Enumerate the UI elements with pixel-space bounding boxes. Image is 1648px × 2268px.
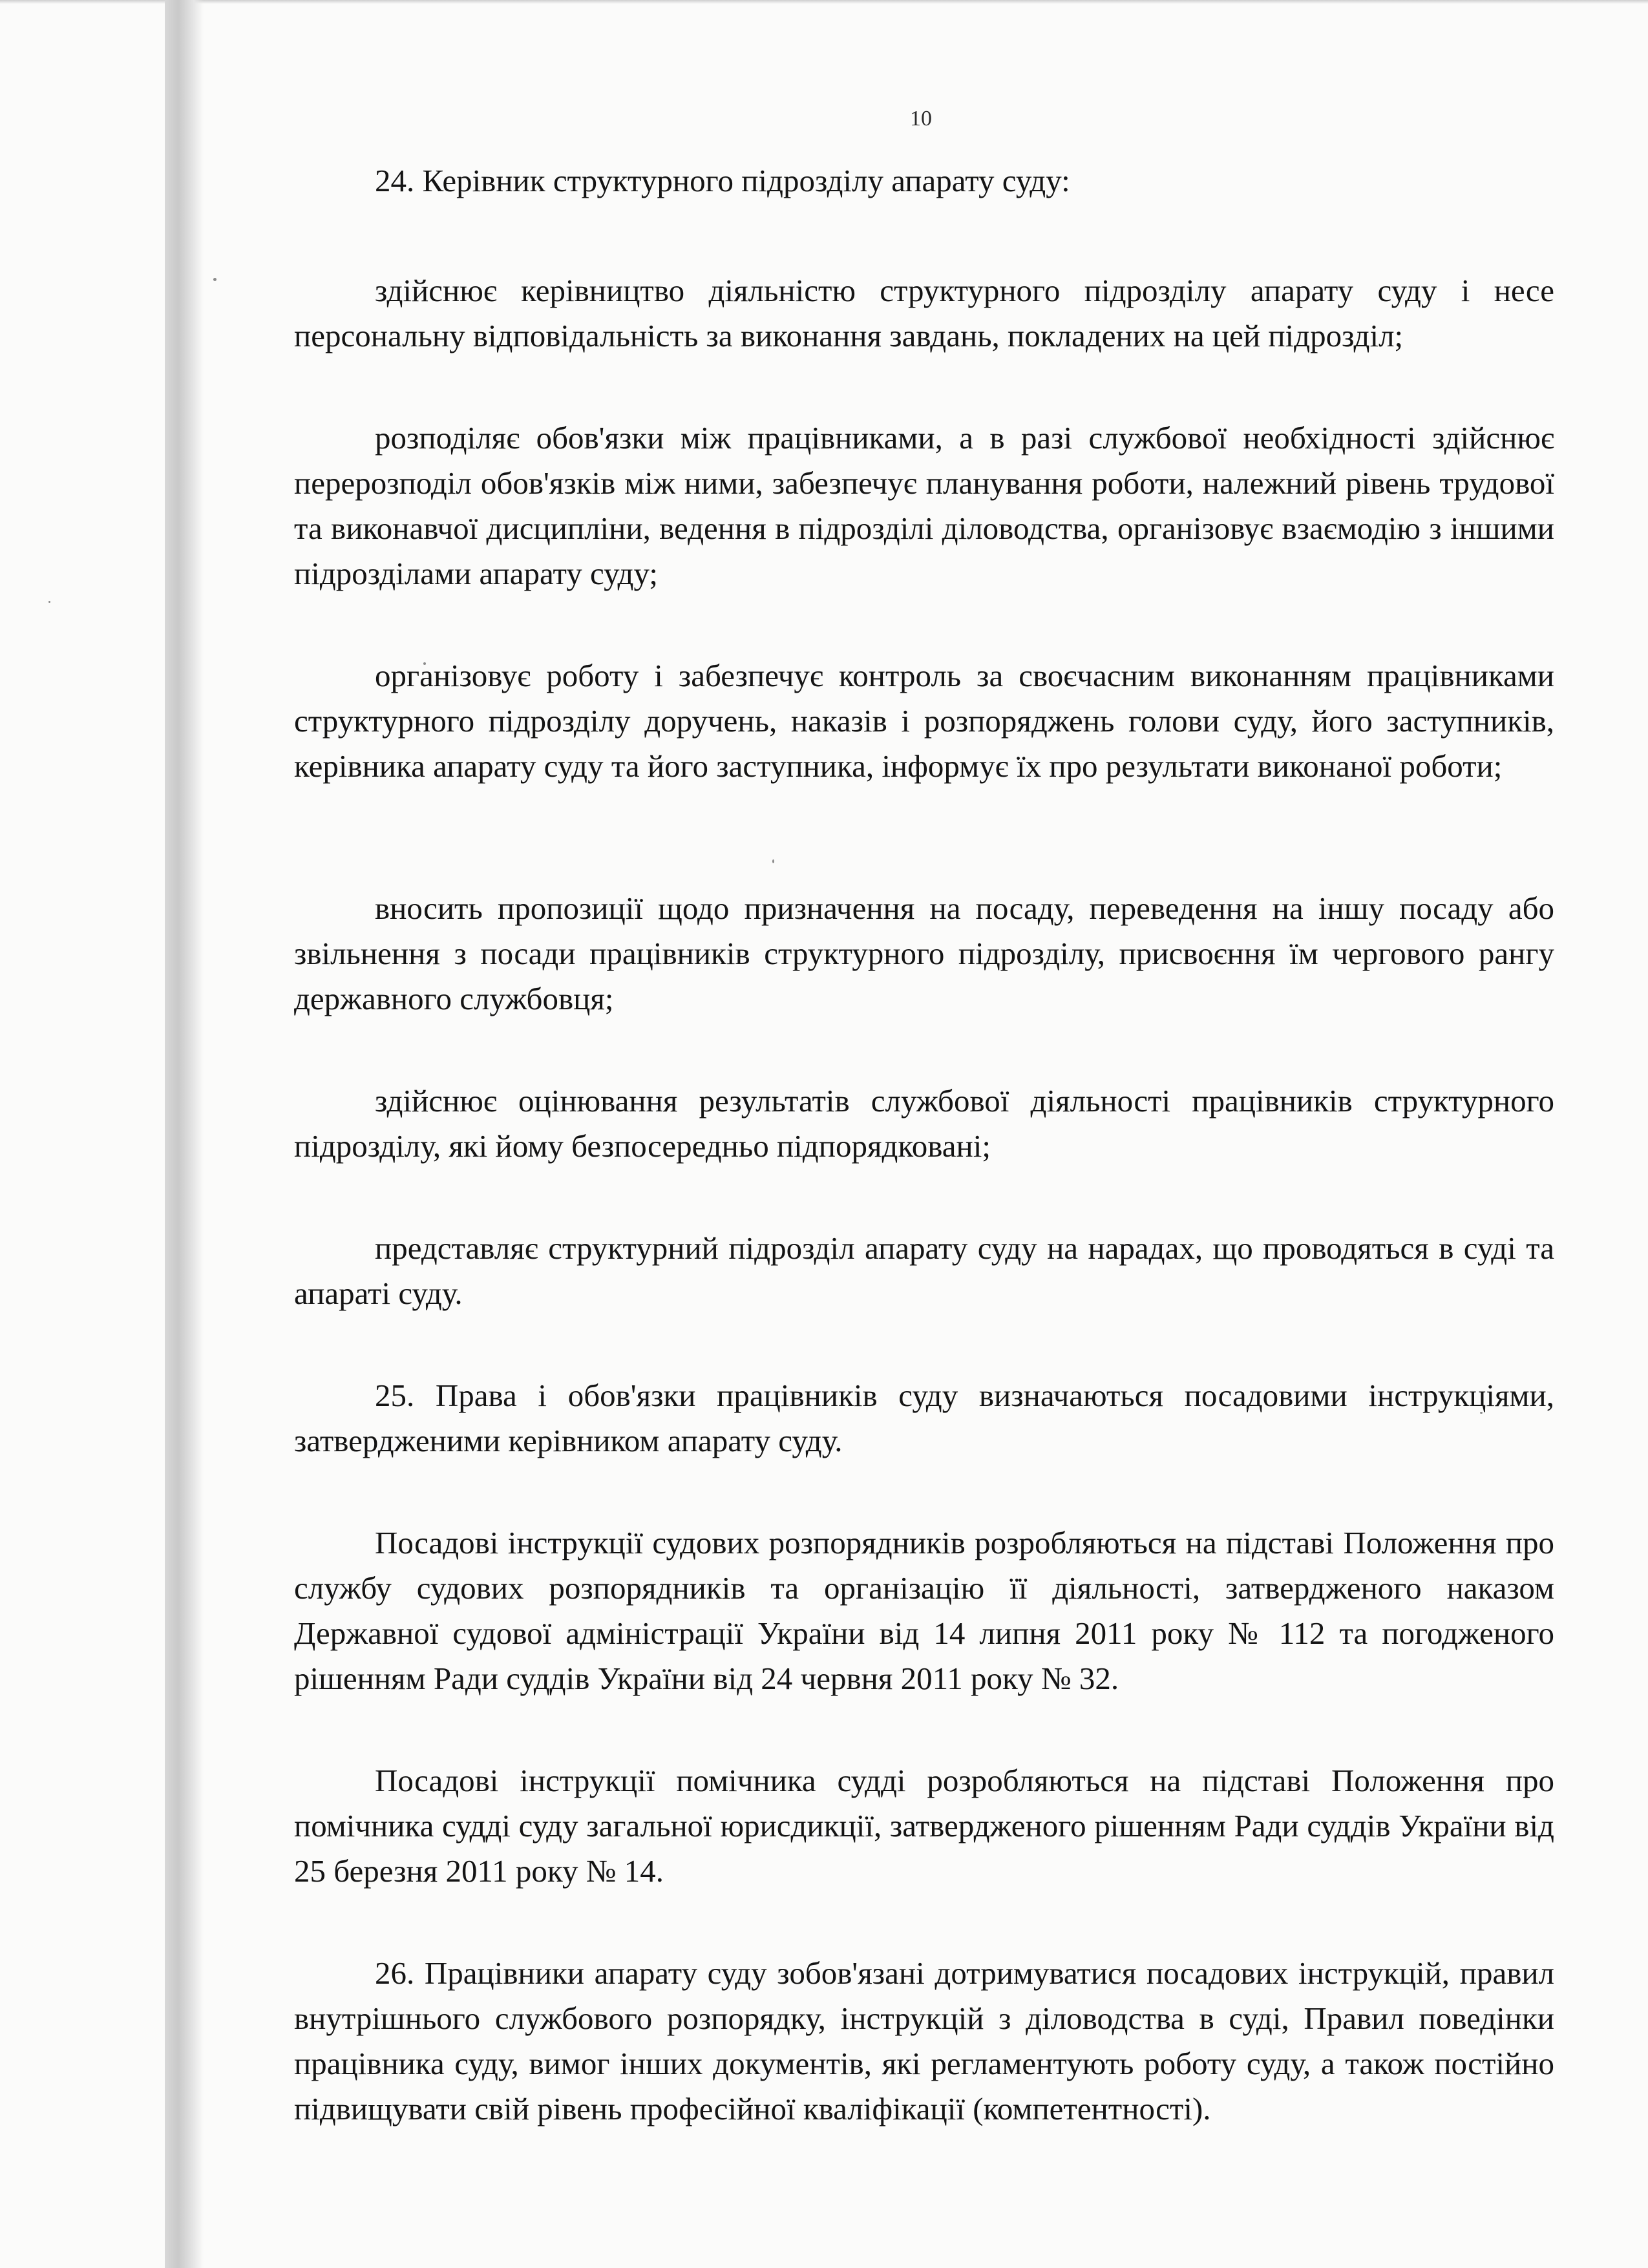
- paragraph-24-duty-distribution: розподіляє обов'язки між працівниками, а в разі службової необхідності здійснює перерозподіл обов'язків між ними, забезпечує планування роботи, належний рівень трудової та виконавчої дисципліни, ведення в підрозділі діловодства, організовує взаємодію з іншими підрозділами апарату суду;: [294, 420, 1554, 591]
- scan-speck: [213, 278, 217, 281]
- paragraph-24-duty-management: здійснює керівництво діяльністю структурного підрозділу апарату суду і несе персональну відповідальність за виконання завдань, покладених на цей підрозділ;: [294, 273, 1554, 353]
- scan-binding-shadow: [165, 0, 204, 2268]
- paragraph-24-duty-control: організовує роботу і забезпечує контроль за своєчасним виконанням працівниками структурного підрозділу доручень, наказів і розпоряджень голови суду, його заступників, керівника апарату суду та його заступника, інформує їх про результати виконаної роботи;: [294, 658, 1554, 784]
- paragraph-25-rights: 25. Права і обов'язки працівників суду визначаються посадовими інструкціями, затвердженими керівником апарату суду.: [294, 1378, 1554, 1458]
- paragraph-24-duty-representation: представляє структурний підрозділ апарату суду на нарадах, що проводяться в суді та апараті суду.: [294, 1230, 1554, 1311]
- paragraph-24-heading: 24. Керівник структурного підрозділу апарату суду:: [375, 163, 1070, 198]
- paragraph-26-obligations: 26. Працівники апарату суду зобов'язані дотримуватися посадових інструкцій, правил внутрішнього службового розпорядку, інструкцій з діловодства в суді, Правил поведінки працівника суду, вимог інших документів, які регламентують роботу суду, а також постійно підвищувати свій рівень професійної кваліфікації (компетентності).: [294, 1955, 1554, 2126]
- document-body: [294, 158, 1554, 2189]
- scan-speck: [48, 601, 50, 603]
- paragraph-24-duty-evaluation: здійснює оцінювання результатів службової діяльності працівників структурного підрозділу, які йому безпосередньо підпорядковані;: [294, 1083, 1554, 1164]
- page-number: 10: [910, 107, 932, 131]
- paragraph-24-duty-proposals: вносить пропозиції щодо призначення на посаду, переведення на іншу посаду або звільнення з посади працівників структурного підрозділу, присвоєння їм чергового рангу державного службовця;: [294, 890, 1554, 1016]
- paragraph-25-assistant-instructions: Посадові інструкції помічника судді розробляються на підставі Положення про помічника судді суду загальної юрисдикції, затвердженого рішенням Ради суддів України від 25 березня 2011 року № 14.: [294, 1763, 1554, 1889]
- paragraph-25-bailiff-instructions: Посадові інструкції судових розпорядників розробляються на підставі Положення про службу судових розпорядників та організацію її діяльності, затвердженого наказом Державної судової адміністрації України від 14 липня 2011 року № 112 та погодженого рішенням Ради суддів України від 24 червня 2011 року № 32.: [294, 1525, 1554, 1696]
- scan-top-edge: [0, 0, 1648, 4]
